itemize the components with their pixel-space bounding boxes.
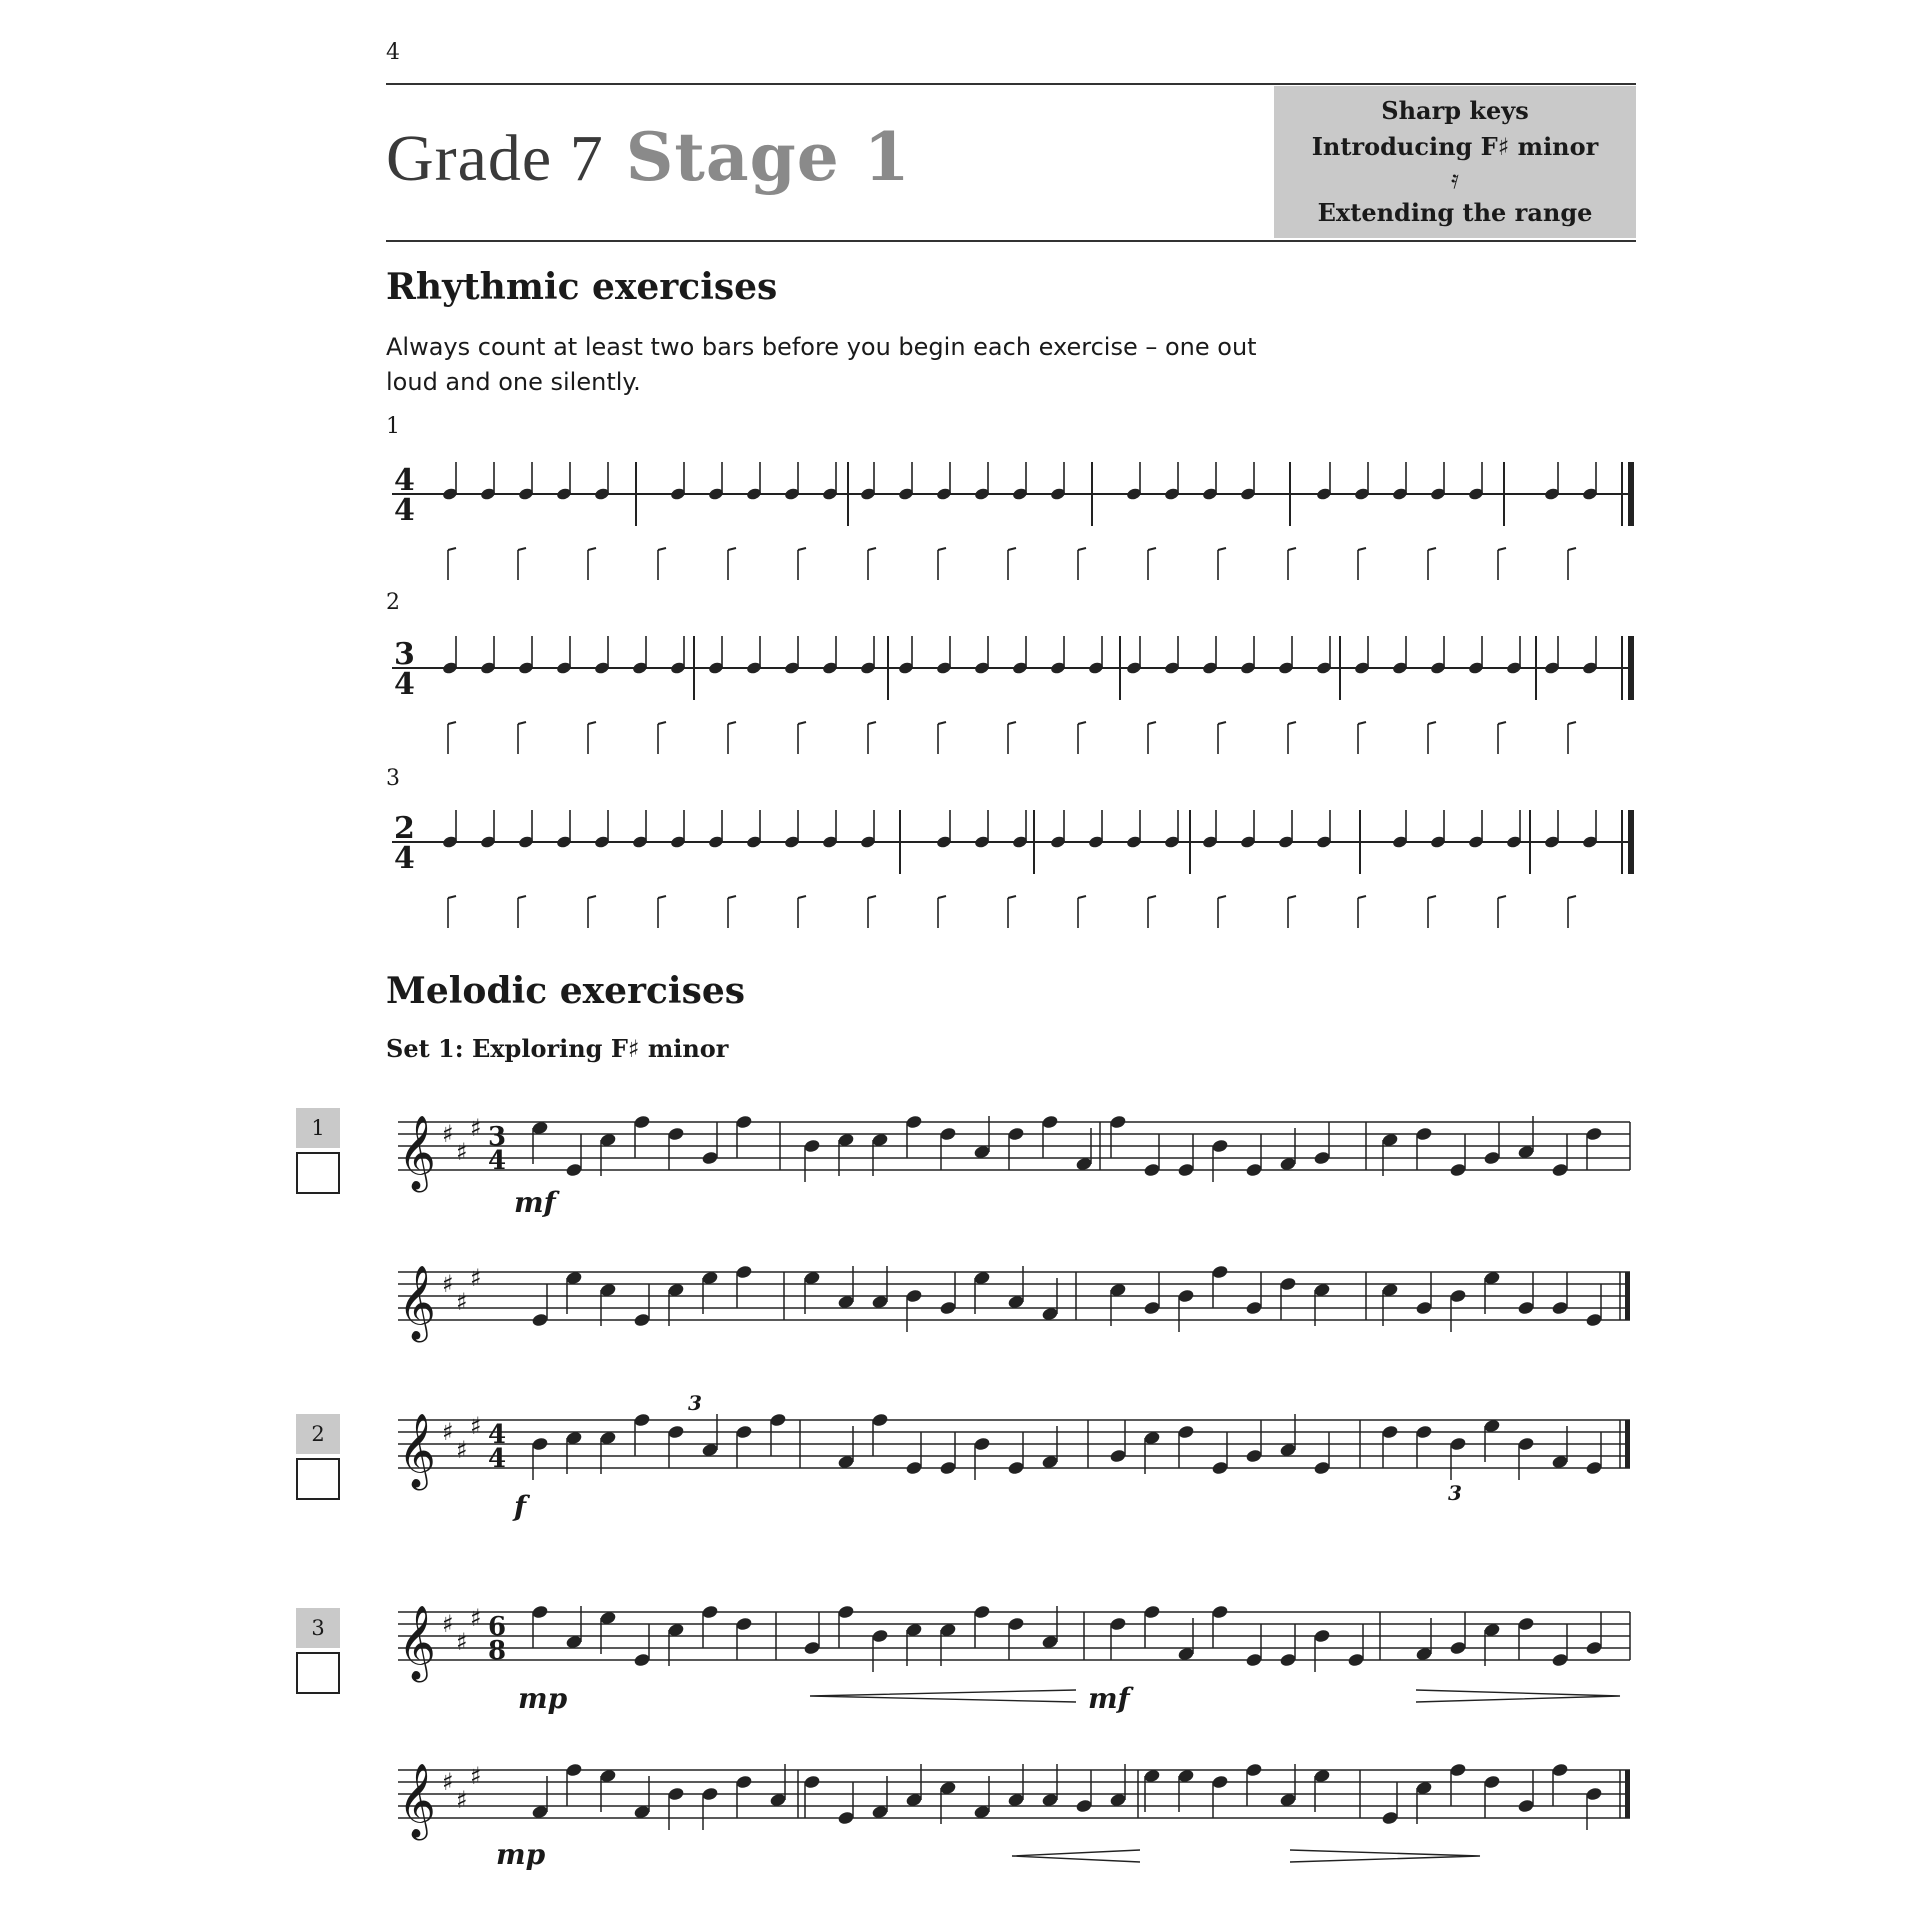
- key-sharp-g: ♯: [470, 1114, 482, 1142]
- key-sharp-g: ♯: [470, 1264, 482, 1292]
- melodic-ex-1-number: 1: [296, 1108, 340, 1148]
- treble-clef: 𝄞: [398, 1116, 436, 1190]
- pulse-flag: [1008, 548, 1016, 550]
- pulse-flag: [938, 548, 946, 550]
- key-sharp-g: ♯: [470, 1762, 482, 1790]
- rhythm-time-top: 3: [394, 637, 415, 672]
- pulse-flag: [728, 548, 736, 550]
- dynamic-marking: mp: [496, 1838, 546, 1871]
- treble-clef: 𝄞: [398, 1764, 436, 1838]
- key-sharp-c: ♯: [456, 1288, 468, 1316]
- pulse-flag: [1218, 548, 1226, 550]
- pulse-flag: [448, 548, 456, 550]
- topic-rest-glyph: 𝄿: [1451, 165, 1459, 195]
- pulse-flag: [868, 896, 876, 898]
- diminuendo-hairpin: [1290, 1850, 1480, 1862]
- dynamic-marking: f: [514, 1490, 527, 1523]
- pulse-flag: [1428, 722, 1436, 724]
- topic-sharp-keys: Sharp keys: [1381, 96, 1529, 125]
- rhythm-ex-3-number: 3: [386, 766, 400, 791]
- rhythm-time-top: 2: [394, 811, 415, 846]
- pulse-flag: [1498, 896, 1506, 898]
- crescendo-hairpin: [810, 1690, 1076, 1702]
- pulse-flag: [1008, 722, 1016, 724]
- melodic-time-bottom: 4: [488, 1146, 507, 1176]
- melodic-set-title: Set 1: Exploring F♯ minor: [386, 1034, 729, 1063]
- pulse-flag: [868, 722, 876, 724]
- rhythm-time-bottom: 4: [394, 493, 415, 528]
- pulse-flag: [1078, 722, 1086, 724]
- pulse-flag: [1218, 722, 1226, 724]
- pulse-flag: [658, 548, 666, 550]
- key-sharp-c: ♯: [456, 1628, 468, 1656]
- pulse-flag: [658, 722, 666, 724]
- pulse-flag: [1498, 548, 1506, 550]
- rhythm-final-barline-thick: [1628, 810, 1634, 874]
- key-sharp-f: ♯: [442, 1120, 454, 1148]
- pulse-flag: [1008, 896, 1016, 898]
- pulse-flag: [1428, 896, 1436, 898]
- melodic-time-top: 6: [488, 1612, 507, 1642]
- pulse-flag: [728, 896, 736, 898]
- staff-final-thick: [1625, 1272, 1630, 1320]
- pulse-flag: [518, 722, 526, 724]
- tuplet-3: 3: [688, 1391, 702, 1415]
- pulse-flag: [1288, 896, 1296, 898]
- melodic-staves: [398, 1114, 1630, 1841]
- title-stage: Stage 1: [625, 118, 911, 196]
- pulse-flag: [1428, 548, 1436, 550]
- key-sharp-g: ♯: [470, 1412, 482, 1440]
- pulse-flag: [518, 548, 526, 550]
- pulse-flag: [1288, 722, 1296, 724]
- pulse-flag: [1288, 548, 1296, 550]
- diminuendo-hairpin: [1416, 1690, 1620, 1702]
- treble-clef: 𝄞: [398, 1606, 436, 1680]
- rhythm-ex-2-number: 2: [386, 590, 400, 615]
- pulse-flag: [588, 722, 596, 724]
- pulse-flag: [1568, 548, 1576, 550]
- pulse-flag: [798, 896, 806, 898]
- topic-extending-range: Extending the range: [1317, 198, 1593, 227]
- dynamic-marking: mf: [1088, 1682, 1130, 1715]
- dynamic-marking: mf: [514, 1186, 556, 1219]
- pulse-flag: [588, 896, 596, 898]
- tuplet-3: 3: [1448, 1481, 1462, 1505]
- key-sharp-f: ♯: [442, 1270, 454, 1298]
- rhythm-time-bottom: 4: [394, 841, 415, 876]
- title-grade: Grade 7: [386, 122, 604, 195]
- rhythm-time-top: 4: [394, 463, 415, 498]
- pulse-flag: [448, 722, 456, 724]
- pulse-flag: [1568, 896, 1576, 898]
- pulse-flag: [1358, 896, 1366, 898]
- key-sharp-c: ♯: [456, 1436, 468, 1464]
- pulse-flag: [1148, 896, 1156, 898]
- treble-clef: 𝄞: [398, 1414, 436, 1488]
- key-sharp-g: ♯: [470, 1604, 482, 1632]
- melodic-ex-2-number: 2: [296, 1414, 340, 1454]
- key-sharp-c: ♯: [456, 1786, 468, 1814]
- pulse-flag: [588, 548, 596, 550]
- page-number: 4: [386, 40, 400, 65]
- pulse-flag: [658, 896, 666, 898]
- melodic-time-bottom: 4: [488, 1444, 507, 1474]
- melodic-ex-3-number: 3: [296, 1608, 340, 1648]
- staff-final-thick: [1625, 1770, 1630, 1818]
- treble-clef: 𝄞: [398, 1266, 436, 1340]
- rhythm-lines: [392, 462, 1634, 928]
- key-sharp-f: ♯: [442, 1610, 454, 1638]
- pulse-flag: [1498, 722, 1506, 724]
- melodic-heading: Melodic exercises: [386, 970, 746, 1012]
- pulse-flag: [1218, 896, 1226, 898]
- pulse-flag: [1358, 548, 1366, 550]
- pulse-flag: [868, 548, 876, 550]
- rhythm-final-barline-thick: [1628, 636, 1634, 700]
- rhythmic-heading: Rhythmic exercises: [386, 266, 778, 308]
- dynamics-markings: [496, 1186, 1620, 1871]
- pulse-flag: [1078, 896, 1086, 898]
- pulse-flag: [1078, 548, 1086, 550]
- pulse-flag: [1148, 548, 1156, 550]
- pulse-flag: [798, 722, 806, 724]
- key-sharp-f: ♯: [442, 1418, 454, 1446]
- pulse-flag: [938, 896, 946, 898]
- melodic-time-top: 3: [488, 1122, 507, 1152]
- crescendo-hairpin: [1012, 1850, 1140, 1862]
- pulse-flag: [518, 896, 526, 898]
- pulse-flag: [938, 722, 946, 724]
- melodic-time-bottom: 8: [488, 1636, 507, 1666]
- melodic-time-top: 4: [488, 1420, 507, 1450]
- pulse-flag: [1358, 722, 1366, 724]
- staff-final-thick: [1625, 1420, 1630, 1468]
- key-sharp-c: ♯: [456, 1138, 468, 1166]
- rhythm-ex-1-number: 1: [386, 414, 400, 439]
- pulse-flag: [448, 896, 456, 898]
- rhythm-time-bottom: 4: [394, 667, 415, 702]
- dynamic-marking: mp: [518, 1682, 568, 1715]
- key-sharp-f: ♯: [442, 1768, 454, 1796]
- pulse-flag: [728, 722, 736, 724]
- pulse-flag: [1148, 722, 1156, 724]
- rhythm-final-barline-thick: [1628, 462, 1634, 526]
- rhythmic-intro: Always count at least two bars before you begin each exercise – one out loud and one silently.: [386, 333, 1257, 396]
- pulse-flag: [1568, 722, 1576, 724]
- topic-f-sharp-minor: Introducing F♯ minor: [1311, 132, 1599, 161]
- pulse-flag: [798, 548, 806, 550]
